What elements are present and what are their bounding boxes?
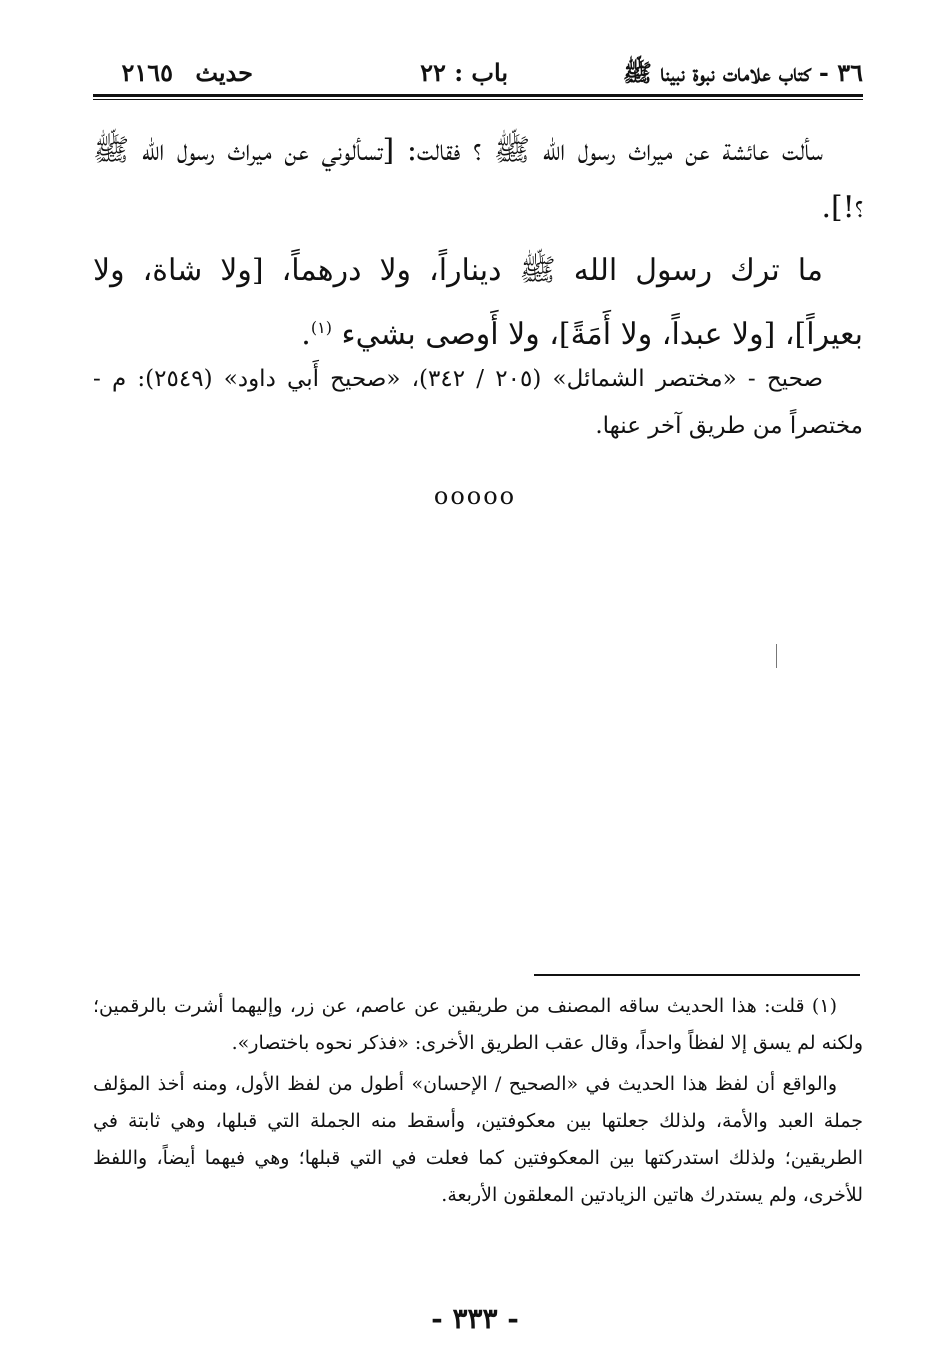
book-title: ٣٦ - كتاب علامات نبوة نبينا ﷺ (622, 58, 863, 87)
footnotes (93, 988, 863, 1218)
footnote-1: (١) قلت: هذا الحديث ساقه المصنف من طريقين عن عاصم، عن زر، وإليهما أشرت بالرقمين؛ ولكنه لم يسق إلا لفظاً واحداً، وقال عقب الطريق الأخرى: «فذكر نحوه باختصار». (93, 995, 863, 1054)
hadith-text (93, 122, 863, 369)
footnote-rule (534, 974, 860, 976)
hadith-label: حديث (195, 58, 253, 87)
page-number: - ٣٣٣ - (431, 1302, 519, 1335)
footnote-ref-1: (١) (310, 318, 332, 337)
footnote-1-continuation: والواقع أن لفظ هذا الحديث في «الصحيح / الإحسان» أطول من لفظ الأول، ومنه أخذ المؤلف جملة العبد والأمة، ولذلك جعلتها بين معكوفتين، وأسقط منه الجملة التي قبلها، وهي ثابتة في الطريقين؛ ولذلك استدركتها بين المعكوفتين كما فعلت في التي قبلها؛ وهي فيهما أيضاً، واللفظ للأخرى، ولم يستدرك هاتين الزيادتين المعلقون الأربعة. (93, 1073, 863, 1206)
header-rule-thin (93, 99, 863, 100)
hadith-paragraph-2-end: . (301, 317, 311, 352)
section-separator: ooooo (433, 482, 517, 510)
running-header (93, 52, 863, 92)
header-rule-thick (93, 94, 863, 97)
hadith-paragraph-1: سألت عائشة عن ميراث رسول الله ﷺ ؟ فقالت: [تسألوني عن ميراث رسول الله ﷺ ؟!]. (93, 133, 863, 225)
chapter-label: باب : ٢٢ (420, 58, 508, 87)
hadith-paragraph-2 (93, 242, 863, 363)
hadith-number: ٢١٦٥ (121, 58, 173, 87)
hadith-paragraph-2-text: ما ترك رسول الله ﷺ ديناراً، ولا درهماً، [ولا شاة، ولا بعيراً]، [ولا عبداً، ولا أَمَةً]، ولا أَوصى بشيء (93, 253, 863, 352)
grading-note: صحيح - «مختصر الشمائل» (٢٠٥ / ٣٤٢)، «صحيح أَبي داود» (٢٥٤٩): م - مختصراً من طريق آخر عنها. (93, 366, 863, 439)
scan-mark (776, 644, 777, 668)
